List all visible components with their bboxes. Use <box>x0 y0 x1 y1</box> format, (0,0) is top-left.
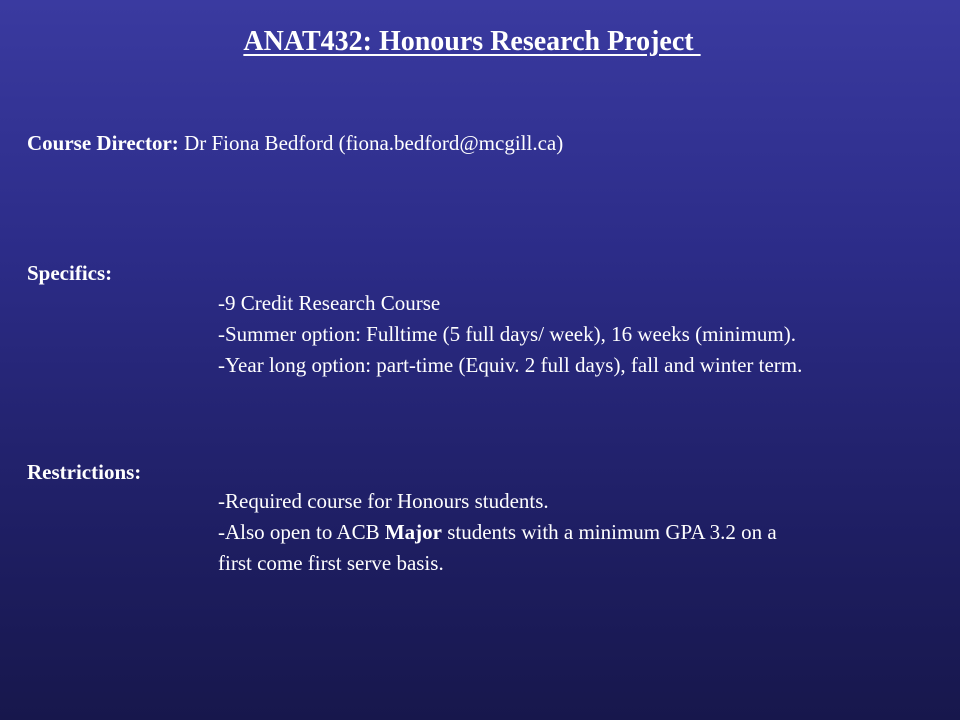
specifics-item: -Year long option: part-time (Equiv. 2 full days), fall and winter term. <box>218 353 803 377</box>
course-director-value: Dr Fiona Bedford (fiona.bedford@mcgill.ca) <box>178 131 564 155</box>
specifics-item: -9 Credit Research Course <box>218 291 441 315</box>
restrictions-item-text: students with a minimum GPA 3.2 on a <box>441 520 777 544</box>
restrictions-item: first come first serve basis. <box>218 551 444 575</box>
slide-title: ANAT432: Honours Research Project <box>243 26 701 57</box>
major-emphasis: Major <box>384 520 442 544</box>
course-director-line <box>27 131 563 156</box>
specifics-heading: Specifics: <box>27 261 113 285</box>
restrictions-heading: Restrictions: <box>27 460 142 484</box>
specifics-item: -Summer option: Fulltime (5 full days/ week), 16 weeks (minimum). <box>218 322 797 346</box>
restrictions-item: -Required course for Honours students. <box>218 489 549 513</box>
restrictions-item <box>218 517 938 548</box>
specifics-list <box>218 288 938 381</box>
restrictions-item-text: -Also open to ACB <box>218 520 385 544</box>
course-director-label: Course Director: <box>27 131 179 155</box>
restrictions-list <box>218 486 938 579</box>
